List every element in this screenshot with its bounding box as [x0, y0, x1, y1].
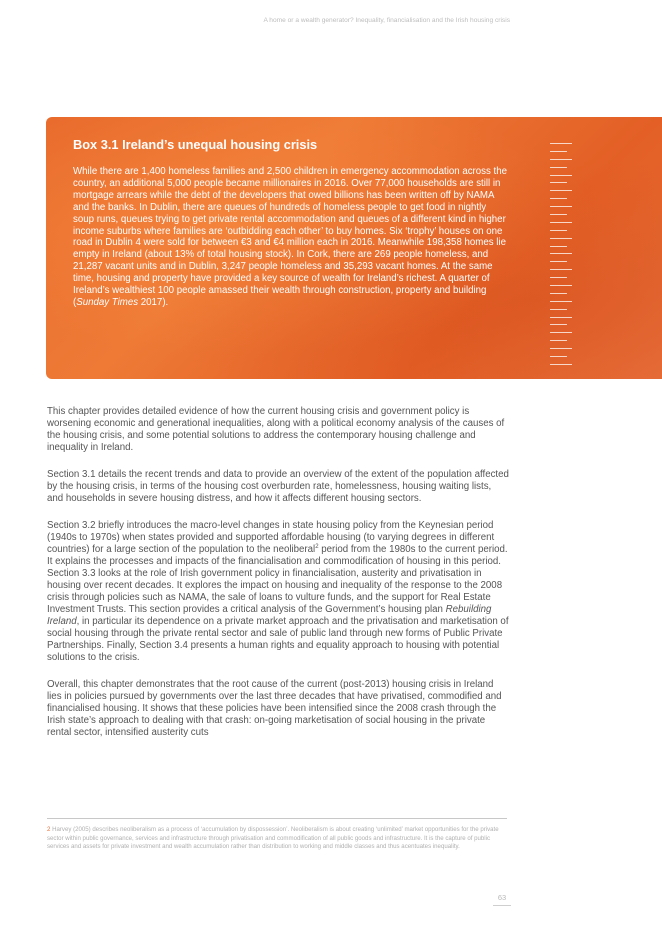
paragraph-intro: This chapter provides detailed evidence of how the current housing crisis and government policy is worsening economic and generational inequalities, along with a political economy analysis of the causes of the housing crisis, and some potential solutions to address the contemporary housing challenge and inequality in Ireland.: [47, 406, 505, 453]
box-3-1: [46, 117, 662, 379]
paragraph-section-3-2-part-a: Section 3.2 briefly introduces the macro-level changes in state housing policy from the Keynesian period (1940s to 1970s) when states provided and supported affordable housing (to varying degrees in different countries) for a large section of the population to the neoliberal: [47, 520, 495, 555]
paragraph-section-3-2-part-c: , in particular its dependence on a private market approach and the privatisation and marketisation of social housing through the private rental sector and sale of public land through new forms of Public Private Partnerships. Finally, Section 3.4 presents a human rights and equality approach to housing with potential solutions to the crisis.: [47, 616, 509, 663]
box-body-text: While there are 1,400 homeless families and 2,500 children in emergency accommodation across the country, an additional 5,000 people became millionaires in 2016. Over 77,000 households are still in mortgage arrears while the debt of the developers that owed billions has been written off by NAMA and the banks. In Dublin, there are queues of hundreds of homeless people to get food in nightly soup runs, queues trying to get private rental accommodation and queues of a different kind in higher income suburbs where families are ‘outbidding each other’ to buy homes. Six ‘trophy’ houses on one road in Dublin 4 were sold for between €3 and €4 million each in 2016. Meanwhile 198,358 homes lie empty in Ireland (about 13% of total housing stock). In Cork, there are 269 people homeless, and 21,287 vacant units and in Dublin, 3,247 people homeless and 35,293 vacant homes. At the same time, housing and property have provided a key source of wealth for Ireland’s richest. A quarter of Ireland’s wealthiest 100 people amassed their wealth through construction, property and building (: [73, 166, 508, 308]
plan-title: Rebuilding Ireland: [47, 604, 492, 627]
footnote: [47, 826, 509, 852]
paragraph-section-3-1: Section 3.1 details the recent trends and data to provide an overview of the extent of the population affected by the housing crisis, in terms of the housing cost overburden rate, homelessness, housing waiting lists, and households in severe housing distress, and how it affects different housing sectors.: [47, 469, 509, 504]
box-body-end: 2017).: [138, 296, 169, 308]
paragraph-overall: Overall, this chapter demonstrates that the root cause of the current (post-2013) housing crisis in Ireland lies in policies pursued by governments over the last three decades that have privatised, commodified and financialised housing. It shows that these policies have been intensified since the 2008 crash through the Irish state’s approach to dealing with that crash: on-going marketisation of social housing in the private rental sector, intensified austerity cuts: [47, 679, 502, 738]
paragraph-section-3-2: [47, 520, 509, 664]
footnote-ref[interactable]: 2: [315, 543, 319, 550]
box-body-source: Sunday Times: [76, 296, 139, 308]
running-header: A home or a wealth generator? Inequality, financialisation and the Irish housing crisis: [263, 17, 510, 24]
box-title: Box 3.1 Ireland’s unequal housing crisis: [73, 137, 318, 152]
footnote-mark: 2: [47, 826, 51, 833]
paragraph-section-3-2-part-b: period from the 1980s to the current period. It explains the processes and impacts of the financialisation and commodification of housing in this period. Section 3.3 looks at the role of Irish government policy in financialisation, austerity and privatisation in housing over recent decades. It explores the impact on housing and inequality of the response to the 2008 crisis through policies such as NAMA, the sale of loans to vulture funds, and the support for Real Estate Investment Trusts. This section provides a critical analysis of the Government’s housing plan: [47, 544, 508, 615]
decorative-lines: [550, 143, 572, 372]
footnote-divider: [47, 818, 507, 819]
page-number: 63: [493, 893, 511, 906]
footnote-text: Harvey (2005) describes neoliberalism as a process of ‘accumulation by dispossession’. Neoliberalism is about creating ‘unlimited’ market opportunities for the private sector within public governance, services and infrastructure through privatisation and commodification of all public goods and infrastructure. It is the capture of public services and assets for private investment and wealth accumulation rather than distribution to working and middle classes and thus acentuates inequality.: [47, 826, 499, 850]
box-body: [73, 166, 508, 309]
chapter-text: [47, 406, 509, 754]
